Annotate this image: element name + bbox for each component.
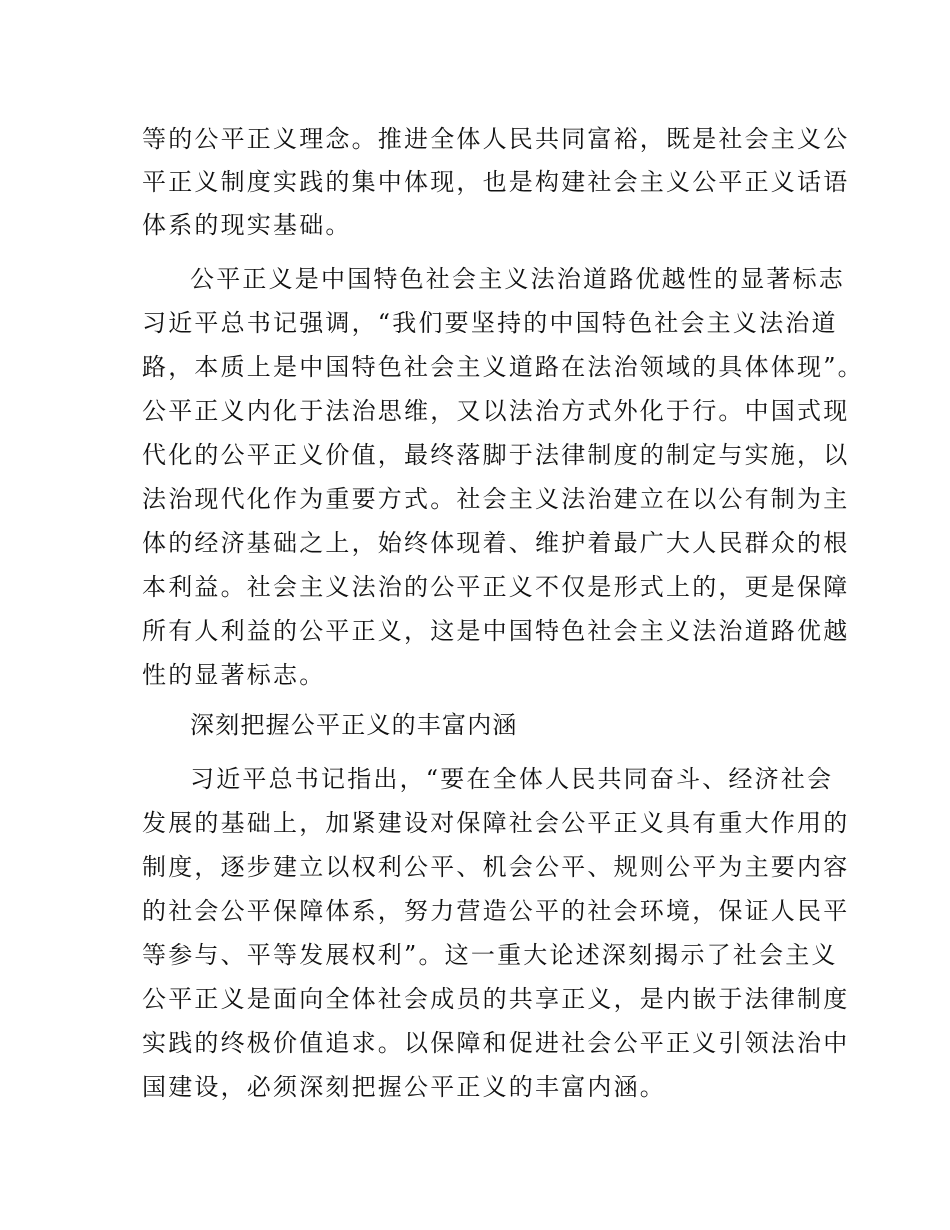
paragraph-2-line-3: 路，本质上是中国特色社会主义道路在法治领域的具体体现”。 [142,353,864,381]
paragraph-3-line-7: 实践的终极价值追求。以保障和促进社会公平正义引领法治中 [142,1029,850,1057]
paragraph-3-line-8: 国建设，必须深刻把握公平正义的丰富内涵。 [142,1073,666,1101]
paragraph-3-line-2: 发展的基础上，加紧建设对保障社会公平正义具有重大作用的 [142,809,850,837]
paragraph-2-line-6: 法治现代化作为重要方式。社会主义法治建立在以公有制为主 [142,485,850,513]
paragraph-3-line-5: 等参与、平等发展权利”。这一重大论述深刻揭示了社会主义 [142,941,838,969]
paragraph-2-line-8: 本利益。社会主义法治的公平正义不仅是形式上的，更是保障 [142,573,850,601]
paragraph-2-line-7: 体的经济基础之上，始终体现着、维护着最广大人民群众的根 [142,529,850,557]
paragraph-1-line-3: 体系的现实基础。 [142,211,352,239]
paragraph-2-line-4: 公平正义内化于法治思维，又以法治方式外化于行。中国式现 [142,397,850,425]
paragraph-1-line-1: 等的公平正义理念。推进全体人民共同富裕，既是社会主义公 [142,125,850,153]
paragraph-2-line-5: 代化的公平正义价值，最终落脚于法律制度的制定与实施，以 [142,441,850,469]
paragraph-3-line-3: 制度，逐步建立以权利公平、机会公平、规则公平为主要内容 [142,853,850,881]
paragraph-2-line-2: 习近平总书记强调，“我们要坚持的中国特色社会主义法治道 [142,309,838,337]
paragraph-3-line-1: 习近平总书记指出，“要在全体人民共同奋斗、经济社会 [190,765,834,793]
paragraph-3-line-6: 公平正义是面向全体社会成员的共享正义，是内嵌于法律制度 [142,985,850,1013]
paragraph-1-line-2: 平正义制度实践的集中体现，也是构建社会主义公平正义话语 [142,168,850,196]
paragraph-2-line-10: 性的显著标志。 [142,661,326,689]
paragraph-3-line-4: 的社会公平保障体系，努力营造公平的社会环境，保证人民平 [142,897,850,925]
section-heading: 深刻把握公平正义的丰富内涵 [190,711,518,739]
paragraph-2-line-1: 公平正义是中国特色社会主义法治道路优越性的显著标志 [190,265,845,293]
paragraph-2-line-9: 所有人利益的公平正义，这是中国特色社会主义法治道路优越 [142,617,850,645]
